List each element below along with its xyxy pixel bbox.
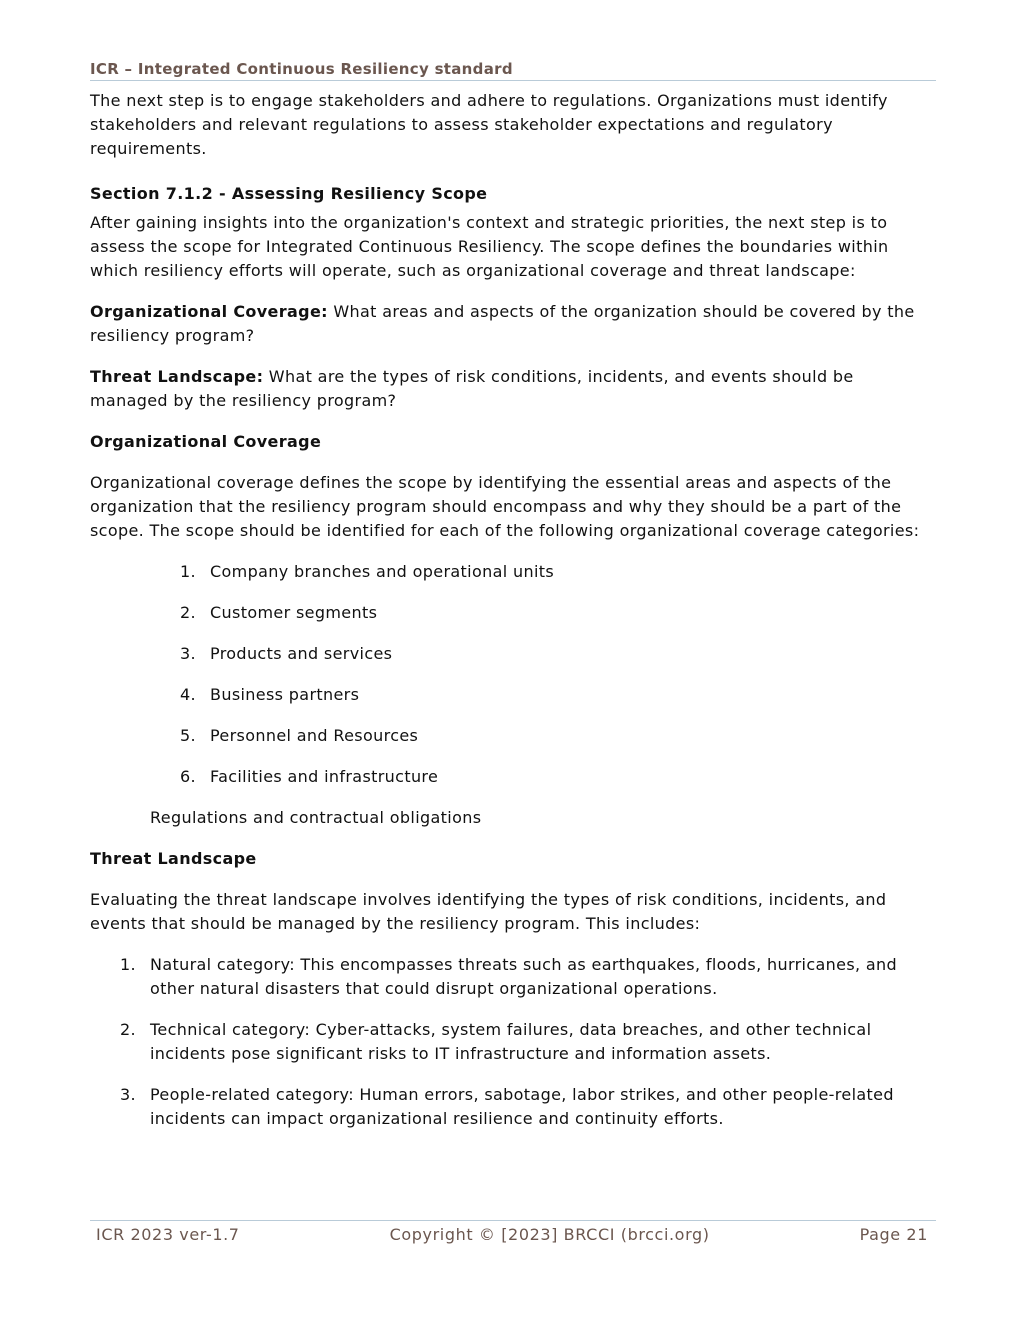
list-item xyxy=(90,560,936,584)
list-item xyxy=(90,724,936,748)
list-item xyxy=(90,1083,936,1131)
page-content xyxy=(90,89,936,1148)
list-number: 1. xyxy=(180,562,196,581)
list-text: Company branches and operational units xyxy=(210,562,555,581)
list-number: 1. xyxy=(120,955,136,974)
list-number: 5. xyxy=(180,726,196,745)
list-number: 2. xyxy=(120,1020,136,1039)
header-title: ICR – Integrated Continuous Resiliency standard xyxy=(90,60,513,78)
footer-copyright: Copyright © [2023] BRCCI (brcci.org) xyxy=(389,1225,710,1244)
definition-term: Threat Landscape: xyxy=(90,367,264,386)
footer-page-number: Page 21 xyxy=(859,1225,928,1244)
list-text: Personnel and Resources xyxy=(210,726,419,745)
running-header xyxy=(90,60,936,81)
list-item xyxy=(90,642,936,666)
definition-text: What areas and aspects of the organization should be covered by the resiliency program? xyxy=(90,302,915,345)
running-footer xyxy=(90,1220,936,1244)
definition-term: Organizational Coverage: xyxy=(90,302,328,321)
footer-version: ICR 2023 ver-1.7 xyxy=(96,1225,240,1244)
list-number: 2. xyxy=(180,603,196,622)
definition-threat xyxy=(90,365,936,413)
list-text: Products and services xyxy=(210,644,393,663)
list-number: 6. xyxy=(180,767,196,786)
coverage-heading: Organizational Coverage xyxy=(90,432,322,451)
list-item xyxy=(90,601,936,625)
list-text: Business partners xyxy=(210,685,360,704)
list-text: Facilities and infrastructure xyxy=(210,767,439,786)
intro-paragraph: The next step is to engage stakeholders and adhere to regulations. Organizations must identify stakeholders and relevant regulations to assess stakeholder expectations and regulatory requirements. xyxy=(90,91,888,158)
threat-body: Evaluating the threat landscape involves identifying the types of risk conditions, incidents, and events that should be managed by the resiliency program. This includes: xyxy=(90,890,887,933)
list-text: Natural category: This encompasses threats such as earthquakes, floods, hurricanes, and other natural disasters that could disrupt organizational operations. xyxy=(150,955,898,998)
definition-text: What are the types of risk conditions, incidents, and events should be managed by the resiliency program? xyxy=(90,367,854,410)
list-item xyxy=(90,953,936,1001)
threat-list xyxy=(90,953,936,1131)
section-body: After gaining insights into the organization's context and strategic priorities, the next step is to assess the scope for Integrated Continuous Resiliency. The scope defines the boundaries within which resiliency efforts will operate, such as organizational coverage and threat landscape: xyxy=(90,213,889,280)
list-number: 3. xyxy=(180,644,196,663)
coverage-trailing-item: Regulations and contractual obligations xyxy=(150,808,482,827)
coverage-list xyxy=(90,560,936,789)
threat-heading: Threat Landscape xyxy=(90,849,257,868)
definition-coverage xyxy=(90,300,936,348)
list-number: 4. xyxy=(180,685,196,704)
list-item xyxy=(90,1018,936,1066)
list-number: 3. xyxy=(120,1085,136,1104)
list-text: People-related category: Human errors, sabotage, labor strikes, and other people-related incidents can impact organizational resilience and continuity efforts. xyxy=(150,1085,894,1128)
list-item xyxy=(90,765,936,789)
list-item xyxy=(90,683,936,707)
list-text: Technical category: Cyber-attacks, system failures, data breaches, and other technical incidents pose significant risks to IT infrastructure and information assets. xyxy=(150,1020,872,1063)
list-text: Customer segments xyxy=(210,603,378,622)
section-heading: Section 7.1.2 - Assessing Resiliency Scope xyxy=(90,184,488,203)
coverage-body: Organizational coverage defines the scope by identifying the essential areas and aspects of the organization that the resiliency program should encompass and why they should be a part of the scope. The scope should be identified for each of the following organizational coverage categories: xyxy=(90,473,920,540)
